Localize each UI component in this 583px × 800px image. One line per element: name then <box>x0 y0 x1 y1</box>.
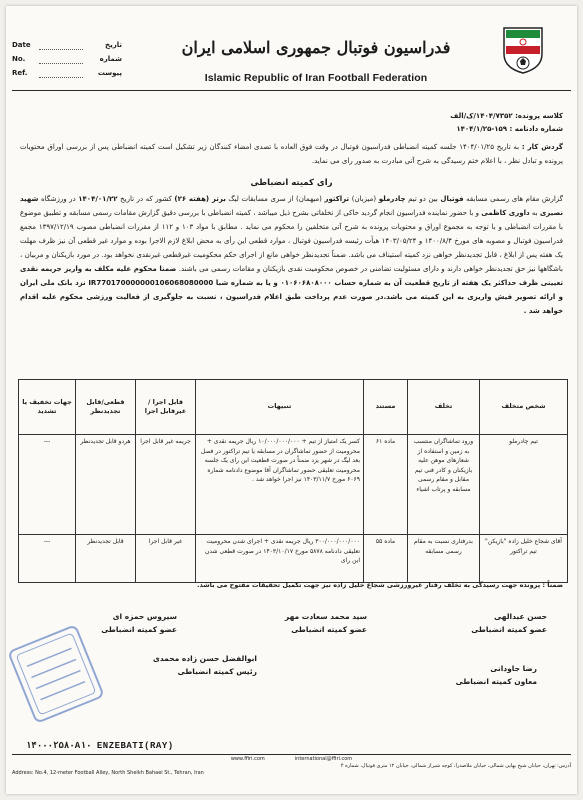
cell-person: تیم چادرملو <box>480 435 568 535</box>
meta-attachment-en: Ref. <box>12 69 28 77</box>
footer-website: www.ffiri.com <box>230 756 265 762</box>
signer-role: رئیس کمیته انضباطی <box>177 667 257 676</box>
meta-date-row <box>12 38 122 52</box>
meta-attachment-label: پیوست <box>97 69 122 77</box>
para-text-3: (میزبان) <box>349 195 379 203</box>
para-bold-4: برتر (هفته ۲۶) <box>174 195 226 203</box>
cell-executable: غیر قابل اجرا <box>136 535 196 583</box>
cell-article: ماده ۶۱ <box>364 435 408 535</box>
table-header-row <box>19 380 568 435</box>
meta-number-line <box>39 55 83 64</box>
intro-lead: گردش کار : <box>521 143 563 151</box>
para-bold-3: تراکتور <box>324 195 350 203</box>
federation-logo-icon <box>500 24 546 74</box>
verdict-paragraph <box>20 192 563 318</box>
letterhead <box>6 6 577 86</box>
para-text-5: کشور که در تاریخ <box>117 195 175 203</box>
signature-block <box>387 662 537 688</box>
footer-email: international@ffiri.com <box>294 756 353 762</box>
col-header-mitigation: جهات تخفیف یا تشدید <box>19 380 76 435</box>
footer-address-fa: آدرس: تهران، خیابان شیخ بهایی شمالی، خیابان ملاصدرا، کوچه شیراز شمالی، خیابان ۱۲ متری فوتبال، شماره ۴ <box>340 763 571 769</box>
meta-number-label: شماره <box>99 55 122 63</box>
document-code: ۱۴۰۰۰۲۵۸۰A۱۰ ENZEBATI(RAY) <box>26 741 174 751</box>
para-bold-7: داوری کاظمی <box>481 209 530 217</box>
col-header-executable: قابل اجرا /غیرقابل اجرا <box>136 380 196 435</box>
signer-role: عضو کمیته انضباطی <box>471 625 547 634</box>
federation-stamp-icon <box>6 616 106 731</box>
section-title: رای کمیته انضباطی <box>250 178 333 188</box>
cell-mitigation: --- <box>19 535 76 583</box>
cell-appeal: هردو قابل تجدیدنظر <box>76 435 136 535</box>
footnote: ضمناً : پرونده جهت رسیدگی به تخلف رفتار غیرورزشی شجاع خلیل زاده نیز جهت تکمیل تحقیقات مفتوح می باشد. <box>197 581 563 589</box>
meta-date-en: Date <box>12 41 31 49</box>
signer-name: ابوالفضل حسن زاده محمدی <box>152 654 257 663</box>
meta-date-line <box>39 41 83 50</box>
signature-block <box>107 652 257 678</box>
signer-name: سید محمد سعادت مهر <box>284 612 367 621</box>
para-bold-1: فوتبال <box>440 195 464 203</box>
para-text-2: بین دو تیم <box>405 195 441 203</box>
para-text-8: و با حضور نماینده فدراسیون انجام گردید حاکی از تخلفاتی بشرح ذیل میباشد ، کمیته انضباطی با بررسی دقیق گزارش مقامات رسمی مسابقه و تطبیق موضوع با مقررات انضباطی و با توجه به مجموع اوراق و محتویات پرونده به شرح آتی متخلفین را محکوم می نماید . مطابق با مواد ۱۰۳ و ۱۱۲ از مقررات انضباطی مصوب ۱۳۹۷/۱۲/۱۹ مجمع فدراسیون فوتبال و مصوبه های مورخ ۱۴۰۰/۸/۴ و ۱۴۰۳/۰۵/۲۴ هیأت رئیسه فدراسیون فوتبال ، موارد قطعی این رأی به محض ابلاغ لازم الاجرا بوده و موارد غیر قطعی آن نیز ظرف مهلت یک هفته پس از ابلاغ ، قابل تجدیدنظر خواهی نزد کمیته استیناف می باشد. ضمناً تجدیدنظر خواهی مانع از اجرای حکم محکومیت غیرقطعی غیرنقدی نخواهد بود. در مورد بازیکنان و مربیان ، باشگاهها نیز حق تجدیدنظر خواهی دارند و دارای مسئولیت تضامنی در خصوص محکومیت نقدی بازیکنان و مقامات رسمی می باشند. <box>20 209 563 273</box>
cell-person: آقای شجاع خلیل زاده "بازیکن" تیم تراکتور <box>480 535 568 583</box>
document-page <box>6 6 577 794</box>
para-text-4: (میهمان) از سری مسابقات لیگ <box>225 195 325 203</box>
cell-article: ماده ۵۵ <box>364 535 408 583</box>
col-header-violation: تخلف <box>408 380 480 435</box>
signer-role: عضو کمیته انضباطی <box>291 625 367 634</box>
footer-address-en: Address: No.4, 12-meter Football Alley, North Sheikh Bahaei St., Tehran, Iran <box>12 770 204 776</box>
para-bold-2: چادرملو <box>378 195 406 203</box>
signer-role: عضو کمیته انضباطی <box>101 625 177 634</box>
col-header-person: شخص متخلف <box>480 380 568 435</box>
letter-meta <box>12 38 122 80</box>
cell-violation: ورود تماشاگران منتسب به زمین و استفاده از شعارهای موهن علیه بازیکنان و کادر فنی تیم مقابل و مقام رسمی مسابقه و پرتاب اشیاء <box>408 435 480 535</box>
verdict-number: شماره دادنامه : ۱۵۹-۱۴۰۴/۱/۲۵ <box>456 125 563 133</box>
meta-attachment-row <box>12 66 122 80</box>
footer-contact-row <box>12 756 571 763</box>
para-bold-6: شهید نصیری <box>20 195 563 217</box>
meta-date-label: تاریخ <box>105 41 122 49</box>
meta-attachment-line <box>39 69 83 78</box>
table-row <box>19 535 568 583</box>
header-divider <box>12 90 571 91</box>
signer-role: معاون کمیته انضباطی <box>455 677 537 686</box>
verdict-table <box>18 379 568 583</box>
footer <box>12 756 571 777</box>
meta-number-row <box>12 52 122 66</box>
para-text-7: به <box>529 209 540 217</box>
cell-executable: جریمه غیر قابل اجرا <box>136 435 196 535</box>
footer-divider <box>12 754 571 755</box>
intro-paragraph <box>20 140 563 168</box>
federation-title-en: Islamic Republic of Iran Football Federation <box>204 72 428 84</box>
para-text-1: گزارش مقام های رسمی مسابقه <box>463 195 563 203</box>
para-bold-5: ۱۴۰۴/۰۱/۲۲ <box>78 195 118 203</box>
cell-appeal: قابل تجدیدنظر <box>76 535 136 583</box>
col-header-penalty: تنبیهات <box>196 380 364 435</box>
para-bold-8: ضمنا محکوم علیه مکلف به واریز جریمه نقدی تعیینی ظرف حداکثر یک هفته از تاریخ قطعیت آن به شماره حساب ۰۱۰۶۰۶۸۰۸۰۰۰ و یا به شماره شبا IR770170000000106068080000 نزد بانک ملی ایران و ارائه تصویر فیش واریزی به این کمیته می باشد.در صورت عدم پرداخت طبق اعلام فدراسیون ، نسبت به جلوگیری از فعالیت ورزشی محکوم علیه اقدام خواهد شد . <box>20 265 564 315</box>
meta-number-en: No. <box>12 55 26 63</box>
cell-violation: بدرفتاری نسبت به مقام رسمی مسابقه <box>408 535 480 583</box>
signer-name: رضا جاودانی <box>490 664 537 673</box>
signer-name: حسن عبدالهی <box>494 612 547 621</box>
signer-name: سیروس حمزه ای <box>112 612 177 621</box>
intro-text: به تاریخ ۱۴۰۴/۰۱/۲۵ جلسه کمیته انضباطی فدراسیون فوتبال در وقت فوق العاده با تصدی امضاء کنندگان زیر تشکیل است کمیته انضباطی پس از بررسی اوراق محتویات پرونده و تبادل نظر ، با اعلام ختم رسیدگی به شرح آتی مبادرت به صدور رای می نماید. <box>20 143 563 165</box>
cell-penalty: کسر یک امتیاز از تیم + ۱۰/۰۰۰/۰۰۰/۰۰۰ ریال جریمه نقدی + محرومیت از حضور تماشاگران در مسابقه یا تیم تراکتور در فصل بعد لیگ در شهر یزد ضمناً در صورت قطعیت این رای یک جلسه محرومیت تعلیقی حضور تماشاگران آقا موضوع دادنامه شماره ۶۰۶۹ مورخ ۱۴۰۳/۱۱/۷ نیز اجرا خواهد شد . <box>196 435 364 535</box>
footer-address-fa-row <box>12 763 571 770</box>
cell-mitigation: --- <box>19 435 76 535</box>
para-text-6: در ورزشگاه <box>38 195 79 203</box>
col-header-appeal: قطعی/قابل تجدیدنظر <box>76 380 136 435</box>
case-file-number: کلاسه پرونده: ۱۴۰۴/۷۳۵۲/ک/الف <box>450 112 563 120</box>
case-references <box>323 110 563 136</box>
footer-address-en-row <box>12 770 571 777</box>
col-header-article: مستند <box>364 380 408 435</box>
signature-block <box>217 610 367 636</box>
signature-block <box>397 610 547 636</box>
federation-title-fa: فدراسیون فوتبال جمهوری اسلامی ایران <box>181 38 451 57</box>
table-row <box>19 435 568 535</box>
cell-penalty: ۳۰۰/۰۰۰/۰۰۰/۰۰۰ ریال جریمه نقدی + اجرای شدن محرومیت تعلیقی دادنامه ۵۸۷۸ مورخ ۱۴۰۳/۱۰/۱۷ در صورت قطعی شدن این رای <box>196 535 364 583</box>
